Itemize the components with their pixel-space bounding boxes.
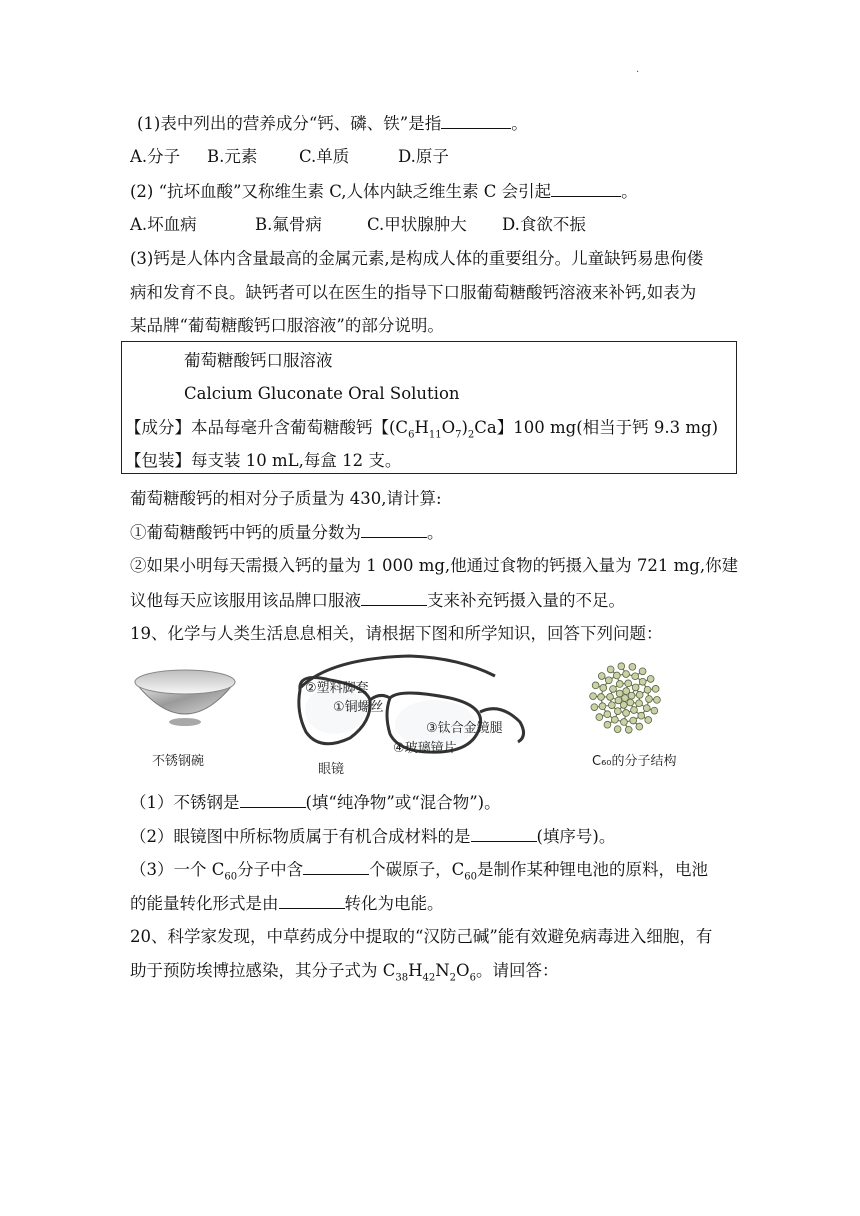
q18-part2-options — [130, 214, 586, 236]
c60-atom — [644, 686, 651, 693]
c60-atom — [652, 685, 659, 692]
c60-molecule-image — [585, 658, 665, 738]
c60-atom — [643, 705, 650, 712]
calc-intro: 葡萄糖酸钙的相对分子质量为 430,请计算: — [130, 489, 442, 508]
c60-atom — [647, 675, 654, 682]
q18-part2 — [130, 180, 638, 203]
c60-atom — [639, 668, 646, 675]
answer-blank[interactable] — [303, 858, 369, 875]
calc-question-2-line1: ②如果小明每天需摄入钙的量为 1 000 mg,他通过食物的钙摄入量为 721 mg,你建 — [130, 556, 739, 575]
option-b: B.氟骨病 — [255, 215, 322, 234]
c60-atom — [632, 684, 639, 691]
corner-mark: . — [636, 64, 640, 75]
c60-atom — [604, 711, 611, 718]
glasses-part-4: ④玻璃镜片 — [393, 741, 457, 756]
c60-atom — [645, 717, 652, 724]
stainless-bowl-image — [130, 660, 240, 740]
answer-blank[interactable] — [361, 589, 427, 606]
calc-question-2-line2: 议他每天应该服用该品牌口服液 支来补充钙摄入量的不足。 — [130, 591, 625, 610]
product-label-box — [121, 341, 737, 474]
c60-atom — [623, 710, 630, 717]
c60-atom — [654, 696, 661, 703]
c60-atom — [636, 700, 643, 707]
answer-blank[interactable] — [441, 112, 511, 129]
q18-part3-line1: (3)钙是人体内含量最高的金属元素,是构成人体的重要组分。儿童缺钙易患佝偻 — [130, 249, 704, 268]
c60-atom — [646, 696, 653, 703]
c60-atom — [629, 663, 636, 670]
c60-atom — [631, 707, 638, 714]
c60-atom — [616, 690, 623, 697]
c60-atom — [590, 693, 597, 700]
c60-atom — [623, 671, 630, 678]
q19-sub3-line2: 的能量转化形式是由 转化为电能。 — [130, 894, 444, 913]
c60-atom — [604, 721, 611, 728]
c60-atom — [651, 707, 658, 714]
product-name-cn: 葡萄糖酸钙口服溶液 — [184, 351, 333, 370]
c60-atom — [630, 717, 637, 724]
option-a: A.坏血病 — [130, 215, 197, 234]
c60-atom — [598, 673, 605, 680]
c60-atom — [607, 666, 614, 673]
c60-atom — [628, 692, 635, 699]
c60-atom — [591, 704, 598, 711]
c60-atom — [600, 684, 607, 691]
answer-blank[interactable] — [279, 892, 345, 909]
c60-atom — [632, 673, 639, 680]
product-name-en: Calcium Gluconate Oral Solution — [184, 384, 460, 403]
q20-line2: 助于预防埃博拉感染，其分子式为 $C_{38}H_{42}N_2O_6$。请回答： — [130, 961, 559, 984]
c60-atom — [605, 677, 612, 684]
glasses-part-3: ③钛合金镜腿 — [426, 721, 503, 736]
q18-part1-end: 。 — [511, 114, 528, 133]
c60-atom — [598, 694, 605, 701]
option-b: B.元素 — [207, 147, 258, 166]
c60-atom — [592, 682, 599, 689]
q19-sub1: （1）不锈钢是 (填“纯净物”或“混合物”)。 — [130, 793, 501, 812]
glasses-part-2: ②塑料脚套 — [305, 681, 369, 696]
c60-atom — [638, 712, 645, 719]
c60-atom — [608, 702, 615, 709]
q19-stem: 19、化学与人类生活息息相关，请根据下图和所学知识，回答下列问题： — [130, 624, 663, 643]
option-d: D.食欲不振 — [502, 215, 586, 234]
c60-atom — [599, 703, 606, 710]
c60-atom — [614, 726, 621, 733]
q19-sub2: （2）眼镜图中所标物质属于有机合成材料的是 (填序号)。 — [130, 827, 616, 846]
c60-atom — [639, 678, 646, 685]
c60-atom — [611, 716, 618, 723]
c60-atom — [621, 719, 628, 726]
c60-atom — [615, 697, 622, 704]
q19-sub3-line1: （3）一个 $C_{60}$分子中含 个碳原子，$C_{60}$是制作某种锂电池的原料，电池 — [130, 860, 708, 883]
c60-atom — [607, 694, 614, 701]
product-ingredient: 【成分】本品每毫升含葡萄糖酸钙【$(C_6H_{11}O_7)_2Ca$】100 mg(相当于钙 9.3 mg) — [125, 418, 719, 441]
c60-atom — [610, 686, 617, 693]
glasses-label: 眼镜 — [318, 762, 345, 777]
option-a: A.分子 — [130, 147, 181, 166]
q19-figure — [130, 652, 730, 777]
answer-blank[interactable] — [361, 521, 427, 538]
c60-atom — [614, 708, 621, 715]
q18-part1-text: (1)表中列出的营养成分“钙、磷、铁”是指 — [137, 114, 442, 133]
q18-part3-line2: 病和发育不良。缺钙者可以在医生的指导下口服葡萄糖酸钙溶液来补钙,如表为 — [130, 283, 697, 302]
q20-line1: 20、科学家发现，中草药成分中提取的“汉防己碱”能有效避免病毒进入细胞，有 — [130, 927, 713, 946]
q18-part3-line3: 某品牌“葡萄糖酸钙口服溶液”的部分说明。 — [130, 316, 444, 335]
answer-blank[interactable] — [551, 180, 621, 197]
c60-atom — [627, 699, 634, 706]
answer-blank[interactable] — [471, 825, 537, 842]
c60-atom — [616, 681, 623, 688]
c60-label: C₆₀的分子结构 — [592, 754, 677, 769]
product-package: 【包装】每支装 10 mL,每盒 12 支。 — [125, 451, 402, 470]
c60-atom — [636, 691, 643, 698]
c60-atom — [618, 663, 625, 670]
c60-atom — [625, 726, 632, 733]
glasses-part-1: ①铜螺丝 — [333, 700, 384, 715]
q18-part1-options — [130, 146, 449, 168]
bowl-label: 不锈钢碗 — [152, 754, 205, 769]
q18-part2-text: (2) “抗坏血酸”又称维生素 C,人体内缺乏维生素 C 会引起 — [130, 182, 552, 201]
c60-atom — [625, 680, 632, 687]
q18-part2-end: 。 — [621, 182, 638, 201]
c60-atom — [613, 672, 620, 679]
answer-blank[interactable] — [240, 791, 306, 808]
option-d: D.原子 — [398, 147, 449, 166]
c60-atom — [636, 723, 643, 730]
calc-question-1: ①葡萄糖酸钙中钙的质量分数为 。 — [130, 523, 444, 542]
option-c: C.甲状腺肿大 — [367, 215, 467, 234]
c60-atom — [596, 714, 603, 721]
option-c: C.单质 — [299, 147, 350, 166]
q18-part1 — [137, 112, 528, 135]
